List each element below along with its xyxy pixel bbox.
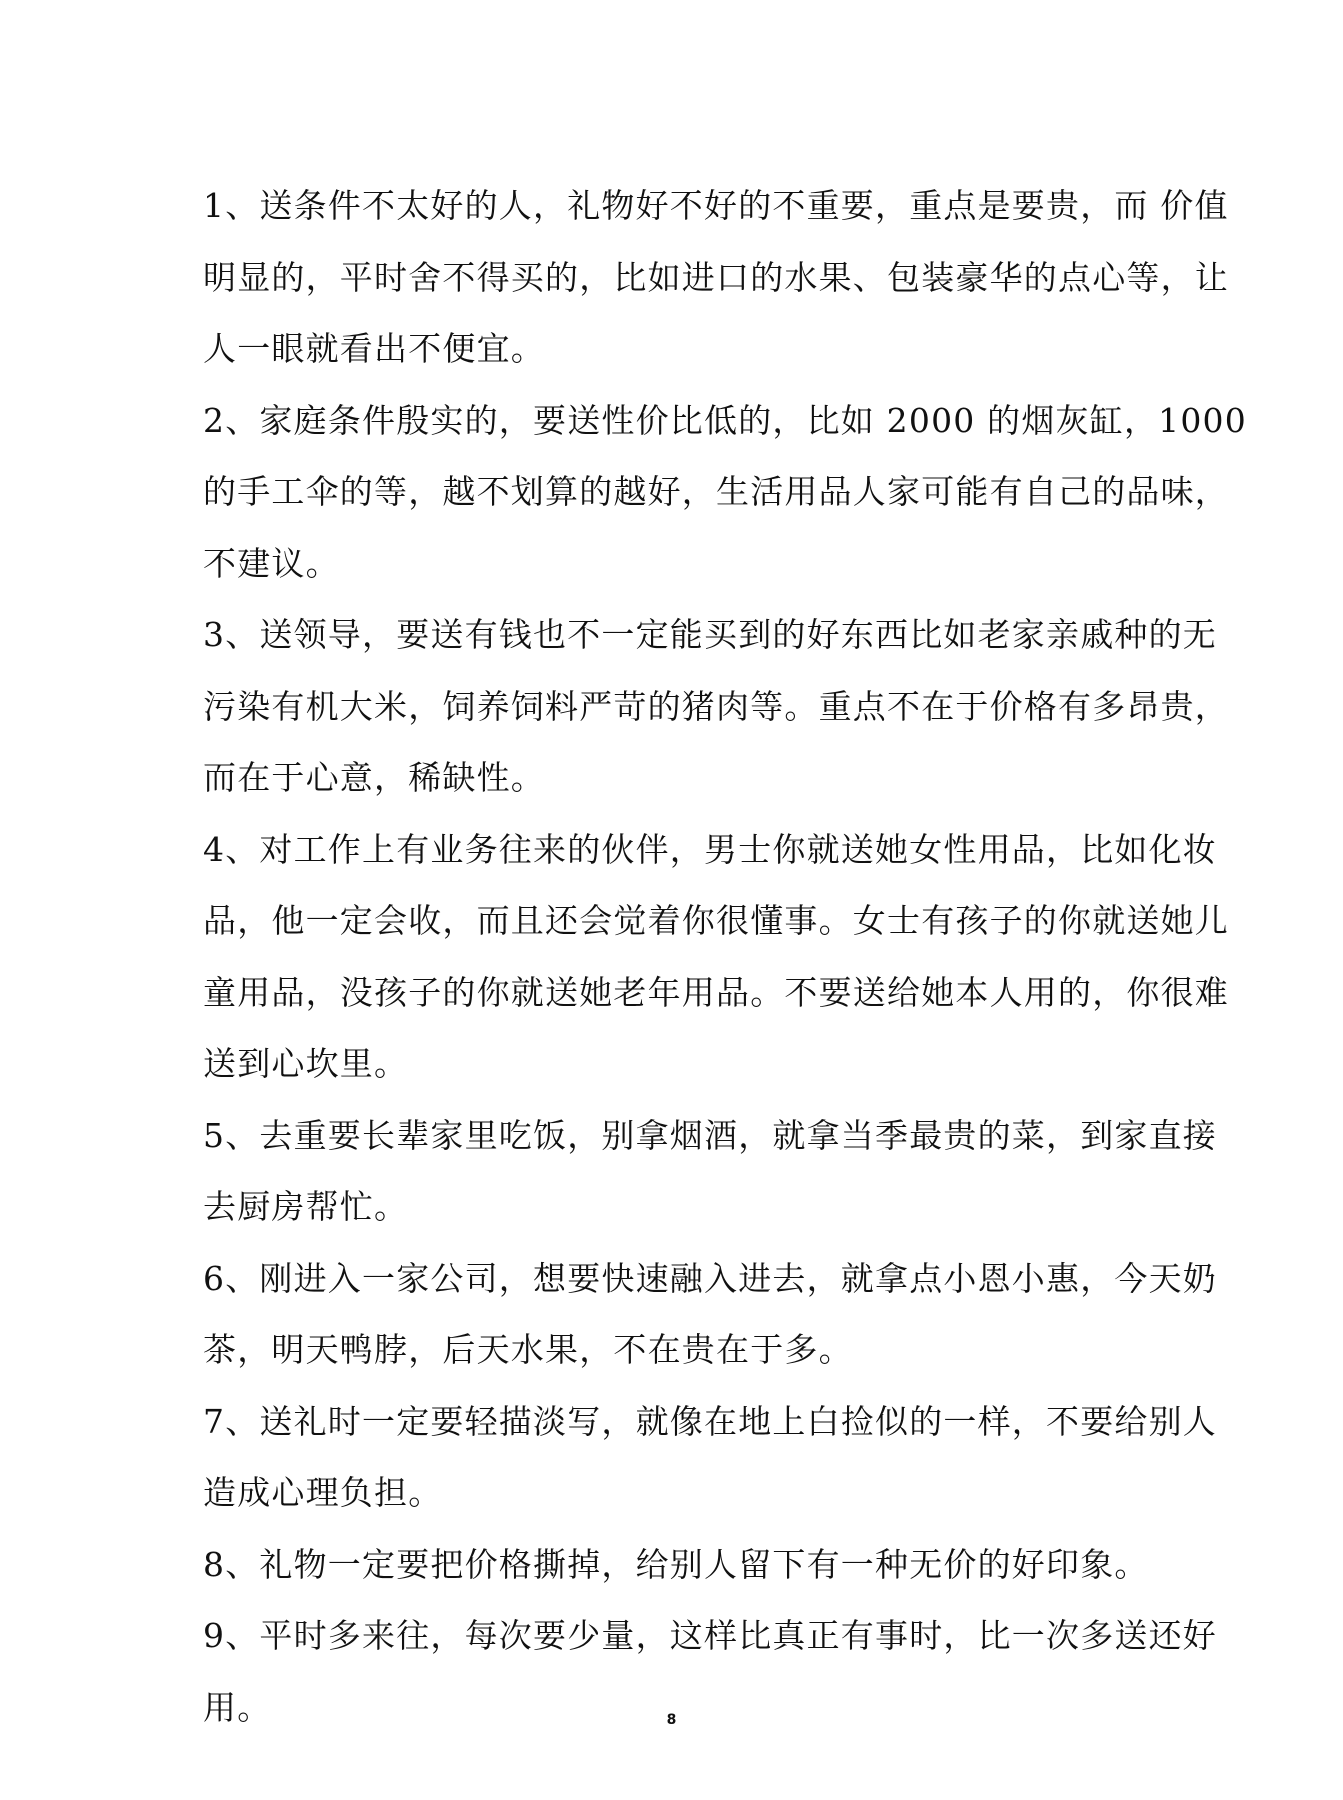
text-line: 人一眼就看出不便宜。 (203, 329, 545, 368)
text-line: 1、送条件不太好的人，礼物好不好的不重要，重点是要贵，而 价值 (203, 186, 1229, 225)
text-line: 2、家庭条件殷实的，要送性价比低的，比如 2000 的烟灰缸，1000 (203, 400, 1247, 440)
page-number: 8 (666, 1712, 677, 1728)
text-line: 6、刚进入一家公司，想要快速融入进去，就拿点小恩小惠，今天奶 (203, 1258, 1217, 1298)
text-line: 童用品，没孩子的你就送她老年用品。不要送给她本人用的，你很难 (203, 972, 1229, 1012)
text-line: 3、送领导，要送有钱也不一定能买到的好东西比如老家亲戚种的无 (203, 615, 1217, 654)
text-line: 7、送礼时一定要轻描淡写，就像在地上白捡似的一样，不要给别人 (203, 1401, 1217, 1441)
document-body (203, 170, 1247, 1743)
paragraph-2 (203, 385, 1247, 600)
text-line: 污染有机大米，饲养饲料严苛的猪肉等。重点不在于价格有多昂贵， (203, 686, 1229, 726)
text-line: 用。 (203, 1687, 272, 1727)
text-line: 不建议。 (203, 543, 340, 583)
text-line: 品，他一定会收，而且还会觉着你很懂事。女士有孩子的你就送她儿 (203, 901, 1229, 940)
text-line: 4、对工作上有业务往来的伙伴，男士你就送她女性用品，比如化妆 (203, 829, 1217, 869)
text-line: 去厨房帮忙。 (203, 1187, 409, 1226)
text-line: 送到心坎里。 (203, 1044, 409, 1083)
paragraph-5 (203, 1100, 1217, 1243)
text-line: 9、平时多来往，每次要少量，这样比真正有事时，比一次多送还好 (203, 1616, 1217, 1655)
text-line: 茶，明天鸭脖，后天水果，不在贵在于多。 (203, 1330, 853, 1369)
text-line: 而在于心意，稀缺性。 (203, 758, 545, 797)
text-line: 的手工伞的等，越不划算的越好，生活用品人家可能有自己的品味， (203, 472, 1229, 511)
text-line: 5、去重要长辈家里吃饭，别拿烟酒，就拿当季最贵的菜，到家直接 (203, 1115, 1217, 1155)
paragraph-3 (203, 599, 1229, 814)
paragraph-1 (203, 170, 1229, 385)
paragraph-6 (203, 1243, 1217, 1386)
text-line: 明显的，平时舍不得买的，比如进口的水果、包装豪华的点心等，让 (203, 257, 1229, 297)
paragraph-8 (203, 1529, 1153, 1601)
text-line: 造成心理负担。 (203, 1473, 443, 1512)
paragraph-7 (203, 1386, 1217, 1529)
paragraph-4 (203, 814, 1229, 1100)
text-line: 8、礼物一定要把价格撕掉，给别人留下有一种无价的好印象。 (203, 1544, 1149, 1584)
